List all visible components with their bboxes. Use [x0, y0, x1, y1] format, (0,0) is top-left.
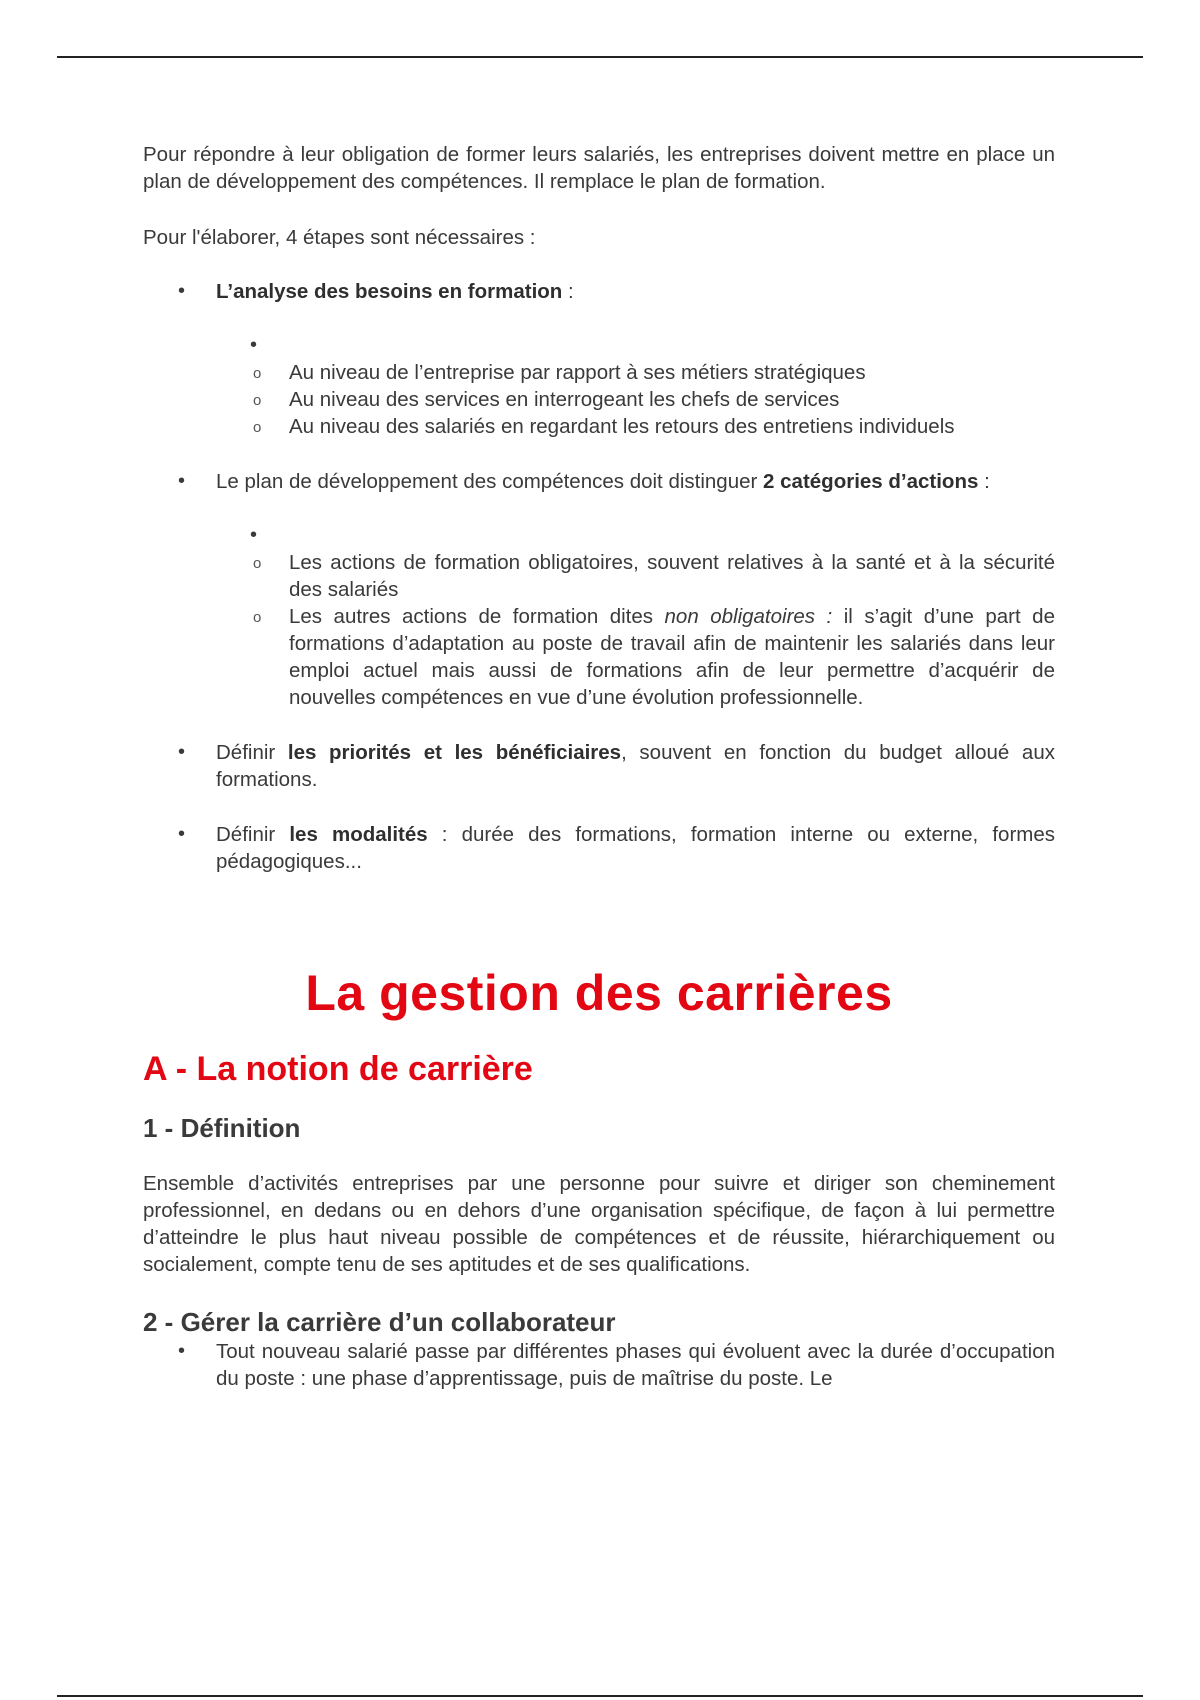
steps-list: [143, 278, 1055, 305]
bullet-icon: •: [178, 741, 186, 763]
bullet-icon: •: [178, 1340, 186, 1362]
list-item: o Les actions de formation obligatoires, souvent relatives à la santé et à la sécurité des salariés: [253, 551, 1055, 601]
section-subtitle: A - La notion de carrière: [143, 1050, 533, 1088]
top-rule: [57, 56, 1143, 58]
list-item: o Au niveau de l’entreprise par rapport à ses métiers stratégiques: [216, 359, 1055, 386]
list-item: • Tout nouveau salarié passe par différentes phases qui évoluent avec la durée d’occupation du poste : une phase d’apprentissage, puis de maîtrise du poste. Le: [178, 1340, 1055, 1390]
definition-heading: 1 - Définition: [143, 1113, 301, 1143]
list-item: o Au niveau des salariés en regardant les retours des entretiens individuels: [216, 413, 1055, 440]
step1-rest: :: [562, 280, 574, 303]
circle-bullet-icon: o: [253, 365, 262, 382]
steps-list-2: [143, 468, 1055, 495]
career-list: [143, 1338, 1055, 1392]
steps-list-3: [143, 739, 1055, 875]
section-title: La gestion des carrières: [305, 965, 893, 1021]
intro-paragraph: Pour répondre à leur obligation de former leurs salariés, les entreprises doivent mettre en place un plan de développement des compétences. Il remplace le plan de formation.: [143, 143, 1055, 193]
circle-bullet-icon: o: [253, 392, 262, 409]
circle-bullet-icon: o: [253, 419, 262, 436]
bullet-icon: •: [178, 280, 186, 302]
circle-bullet-icon: o: [253, 609, 262, 626]
document-body: [143, 141, 1055, 1392]
intro-steps-lead: Pour l'élaborer, 4 étapes sont nécessaires :: [143, 226, 536, 249]
career-heading: 2 - Gérer la carrière d’un collaborateur: [143, 1307, 616, 1337]
bullet-icon: •: [250, 524, 258, 546]
step1-bold: L’analyse des besoins en formation: [216, 280, 563, 303]
list-item: o Au niveau des services en interrogeant les chefs de services: [216, 386, 1055, 413]
bullet-icon: •: [178, 823, 186, 845]
bullet-icon: •: [250, 334, 258, 356]
bottom-rule: [57, 1695, 1143, 1697]
circle-bullet-icon: o: [253, 555, 262, 572]
step2-sublist: [143, 522, 1055, 711]
step1-sublist: [143, 332, 1055, 440]
bullet-icon: •: [178, 470, 186, 492]
list-item: • Définir les modalités : durée des formations, formation interne ou externe, formes pédagogiques...: [178, 823, 1055, 873]
list-item: • Le plan de développement des compétences doit distinguer 2 catégories d’actions :: [178, 470, 990, 493]
list-item: o Les autres actions de formation dites non obligatoires : il s’agit d’une part de formations d’adaptation au poste de travail afin de maintenir les salariés dans leur emploi actuel mais aussi de formations afin de leur permettre d’acquérir de nouvelles compétences en vue d’une évolution professionnelle.: [253, 605, 1055, 709]
list-item: [143, 278, 1055, 305]
definition-paragraph: Ensemble d’activités entreprises par une personne pour suivre et diriger son cheminement professionnel, en dedans ou en dehors d’une organisation spécifique, de façon à lui permettre d’atteindre le plus haut niveau possible de compétences et de réussite, hiérarchiquement ou socialement, compte tenu de ses aptitudes et de ses qualifications.: [143, 1172, 1055, 1276]
list-item: • Définir les priorités et les bénéficiaires, souvent en fonction du budget alloué aux formations.: [178, 741, 1055, 791]
